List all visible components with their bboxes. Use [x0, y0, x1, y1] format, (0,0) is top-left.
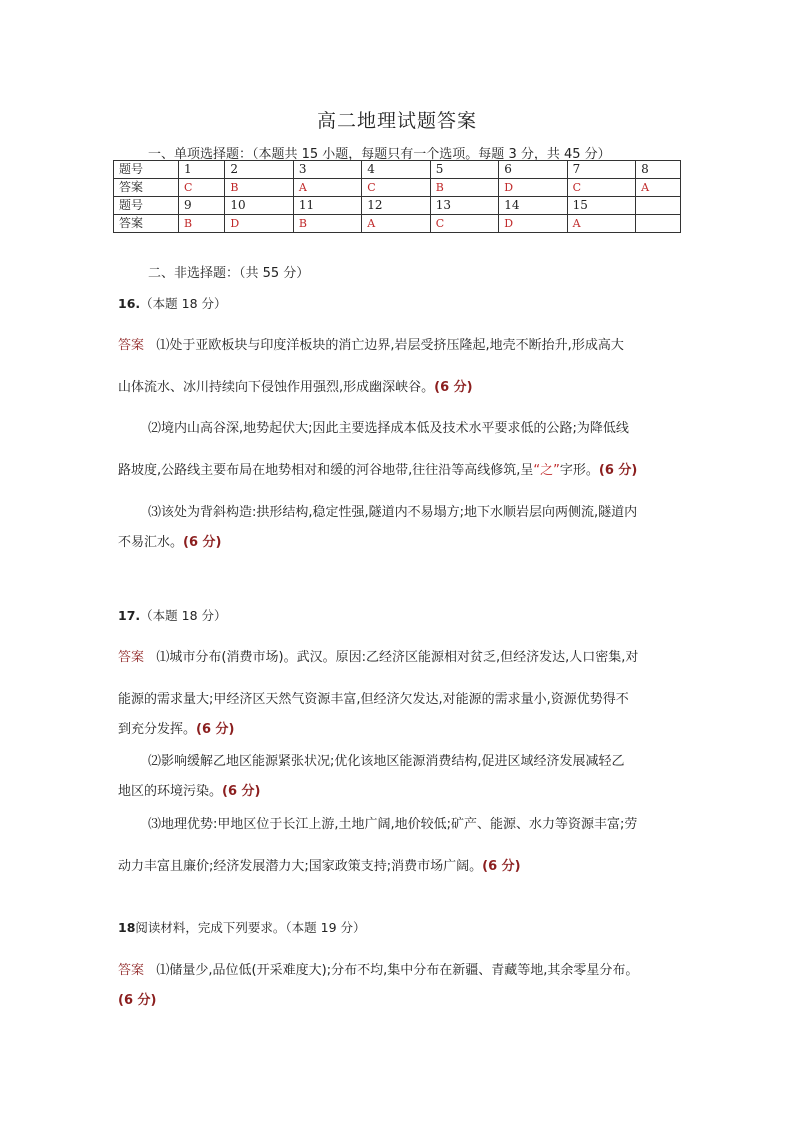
answer-cell: A — [362, 215, 430, 233]
q18-heading: 18阅读材料，完成下列要求。（本题 19 分） — [118, 920, 366, 935]
q16-line-1: 答案 ⑴处于亚欧板块与印度洋板块的消亡边界,岩层受挤压隆起,地壳不断抬升,形成高大 — [118, 338, 624, 353]
answer-cell: B — [293, 215, 361, 233]
table-row — [114, 161, 681, 179]
q17-heading: 17.（本题 18 分） — [118, 608, 227, 623]
answer-cell: B — [430, 179, 498, 197]
answer-cell: D — [499, 179, 567, 197]
answer-cell: D — [225, 215, 293, 233]
answer-cell — [636, 215, 681, 233]
answer-table — [113, 160, 681, 233]
q16-line-3: ⑵境内山高谷深,地势起伏大;因此主要选择成本低及技术水平要求低的公路;为降低线 — [148, 421, 629, 436]
question-number-cell: 2 — [225, 161, 293, 179]
answer-cell: D — [499, 215, 567, 233]
answer-cell: B — [225, 179, 293, 197]
answer-cell: C — [179, 179, 225, 197]
question-number-cell: 4 — [362, 161, 430, 179]
q17-line-2: 能源的需求量大;甲经济区天然气资源丰富,但经济欠发达,对能源的需求量小,资源优势得不 — [118, 692, 629, 707]
table-row — [114, 197, 681, 215]
row-label: 题号 — [114, 161, 179, 179]
page-title: 高二地理试题答案 — [316, 110, 477, 132]
question-number-cell: 10 — [225, 197, 293, 215]
question-number-cell: 9 — [179, 197, 225, 215]
q17-line-7: 动力丰富且廉价;经济发展潜力大;国家政策支持;消费市场广阔。(6 分) — [118, 859, 521, 874]
table-row — [114, 215, 681, 233]
question-number-cell: 15 — [567, 197, 635, 215]
question-number-cell: 3 — [293, 161, 361, 179]
row-label: 答案 — [114, 179, 179, 197]
row-label: 题号 — [114, 197, 179, 215]
q16-line-4: 路坡度,公路线主要布局在地势相对和缓的河谷地带,往往沿等高线修筑,呈“之”字形。(6 分) — [118, 463, 638, 478]
row-label: 答案 — [114, 215, 179, 233]
answer-cell: C — [567, 179, 635, 197]
question-number-cell: 6 — [499, 161, 567, 179]
q16-line-5: ⑶该处为背斜构造:拱形结构,稳定性强,隧道内不易塌方;地下水顺岩层向两侧流,隧道内 — [148, 505, 638, 520]
answer-cell: C — [362, 179, 430, 197]
answer-cell: A — [636, 179, 681, 197]
question-number-cell — [636, 197, 681, 215]
answer-cell: A — [293, 179, 361, 197]
answer-cell: B — [179, 215, 225, 233]
q17-line-3: 到充分发挥。(6 分) — [118, 722, 235, 737]
q16-heading: 16.（本题 18 分） — [118, 296, 227, 311]
q17-line-4: ⑵影响缓解乙地区能源紧张状况;优化该地区能源消费结构,促进区域经济发展减轻乙 — [148, 754, 625, 769]
q18-line-1: 答案 ⑴储量少,品位低(开采难度大);分布不均,集中分布在新疆、青藏等地,其余零星分布。 — [118, 963, 639, 978]
q16-line-6: 不易汇水。(6 分) — [118, 535, 222, 550]
question-number-cell: 12 — [362, 197, 430, 215]
answer-cell: A — [567, 215, 635, 233]
q17-line-6: ⑶地理优势:甲地区位于长江上游,土地广阔,地价较低;矿产、能源、水力等资源丰富;劳 — [148, 817, 638, 832]
question-number-cell: 13 — [430, 197, 498, 215]
q17-line-1: 答案 ⑴城市分布(消费市场)。武汉。原因:乙经济区能源相对贫乏,但经济发达,人口密集,对 — [118, 650, 639, 665]
question-number-cell: 7 — [567, 161, 635, 179]
question-number-cell: 14 — [499, 197, 567, 215]
answer-cell: C — [430, 215, 498, 233]
question-number-cell: 8 — [636, 161, 681, 179]
q17-line-5: 地区的环境污染。(6 分) — [118, 784, 261, 799]
question-number-cell: 11 — [293, 197, 361, 215]
question-number-cell: 5 — [430, 161, 498, 179]
section1-heading: 一、单项选择题：（本题共 15 小题，每题只有一个选项。每题 3 分，共 45 分） — [148, 147, 611, 162]
question-number-cell: 1 — [179, 161, 225, 179]
q16-line-2: 山体流水、冰川持续向下侵蚀作用强烈,形成幽深峡谷。(6 分) — [118, 380, 473, 395]
section2-heading: 二、非选择题：（共 55 分） — [148, 266, 310, 281]
table-row — [114, 179, 681, 197]
q18-line-2: (6 分) — [118, 993, 157, 1008]
